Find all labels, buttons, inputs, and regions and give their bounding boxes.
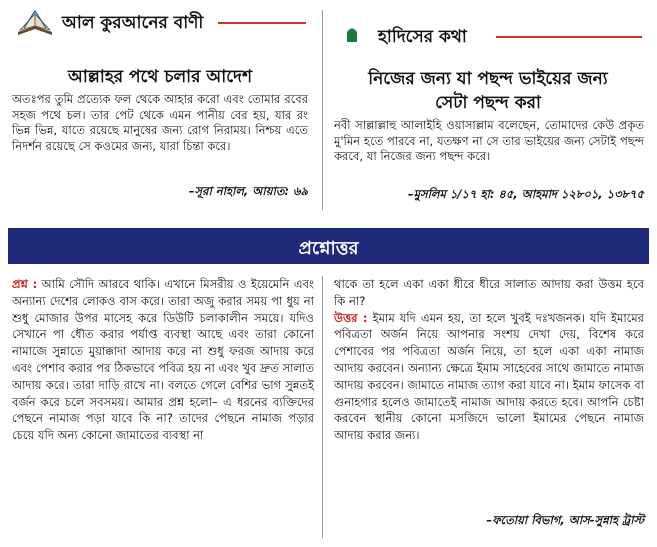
hadith-title-line1: নিজের জন্য যা পছন্দ ভাইয়ের জন্য [368, 69, 608, 89]
top-column-divider [322, 10, 323, 210]
question-continuation: থাকে তা হলে একা একা ধীরে ধীরে সালাত আদায় করা উত্তম হবে কি না? [334, 277, 644, 308]
qa-banner-title: প্রশ্নোত্তর [298, 238, 359, 259]
qa-citation: –ফতোয়া বিভাগ, আস-সুন্নাহ ট্রাস্ট [486, 513, 644, 527]
qa-right-column [334, 276, 644, 444]
quran-body: অতঃপর তুমি প্রত্যেক ফল থেকে আহার করো এবং তোমার রবের সহজ পথে চল। তার পেট থেকে এমন পানীয় বের হয়, যার রং ভিন্ন ভিন্ন, যাতে রয়েছে মানুষের জন্য রোগ নিরাময়। নিশ্চয় এতে নিদর্শন রয়েছে সে কওমের জন্য, যারা চিন্তা করে। [12, 92, 308, 153]
quran-book-icon [14, 8, 56, 38]
qa-column-divider [322, 276, 323, 538]
mosque-crescent-icon [334, 18, 368, 52]
hadith-title-line2: সেটা পছন্দ করা [435, 93, 541, 113]
quran-section-header: আল কুরআনের বাণী [62, 13, 204, 33]
answer-label: উত্তর : [334, 310, 368, 325]
hadith-citation: –মুসলিম ১/১৭ হা: ৪৫, আহমাদ ১২৮০১, ১৩৮৭৫ [407, 187, 644, 201]
quran-citation: –সূরা নাহাল, আয়াত: ৬৯ [188, 184, 308, 198]
hadith-body: নবী সাল্লাল্লাহু আলাইহি ওয়াসাল্লাম বলেছেন, তোমাদের কেউ প্রকৃত মু'মিন হতে পারবে না, যতক্ষণ না সে তার ভাইয়ের জন্য সেটাই পছন্দ করবে, যা নিজের জন্য পছন্দ করে। [334, 118, 644, 163]
hadith-section-header: হাদিসের কথা [378, 27, 467, 47]
question-label: প্রশ্ন : [12, 277, 38, 291]
qa-banner [8, 228, 649, 264]
qa-left-column [12, 276, 314, 444]
hadith-header-rule [496, 36, 642, 38]
question-text: আমি সৌদি আরবে থাকি। এখানে মিসরীয় ও ইয়েমেনি এবং অন্যান্য দেশের লোকও বাস করে। তারা অজু করার সময় পা ধুয় না শুধু মোজার উপর মাসেহ করে ডিউটি চলাকালীন সময়ে। যদিও সেখানে পা ধৌত করার পর্যাপ্ত ব্যবস্থা আছে এবং তারা কোনো নামাজে সুন্নাতে মুয়াক্কাদা আদায় করে না শুধু ফরজ আদায় করে এবং পেশাব করার পর ঠিকভাবে পবিত্র হয় না এবং খুব দ্রুত সালাত আদায় করে। তারা দাড়ি রাখে না। বলতে গেলে বেশির ভাগ সুন্নতই বর্জন করে চলে সবসময়। আমার প্রশ্ন হলো– এ ধরনের ব্যক্তিদের পেছনে নামাজ পড়া যাবে কি না? তাদের পেছনে নামাজ পড়ার চেয়ে যদি অন্য কোনো জামাতের ব্যবস্থা না [12, 277, 314, 443]
quran-title: আল্লাহর পথে চলার আদেশ [67, 67, 253, 87]
quran-header-rule [218, 22, 306, 24]
answer-text: ইমাম যদি এমন হয়, তা হলে খুবই দঃখজনক। যদি ইমামের পবিত্রতা অর্জন নিয়ে আপনার সংশয় দেখা দেয়, বিশেষ করে পেশাবের পর পবিত্রতা অর্জন নিয়ে, তা হলে একা একা নামাজ আদায় করবেন। অন্যান্য ক্ষেত্রে ইমাম সাহেবের সাথে জামাতে নামাজ আদায় করবেন। জামাতে নামাজ ত্যাগ করা যাবে না। ইমাম ফাসেক বা গুনাহগার হলেও জামাতেই নামাজ আদায় করতে হবে। আপনি চেষ্টা করবেন স্থানীয় কোনো মসজিদে ভালো ইমামের পেছনে নামাজ আদায় করার জন্য। [334, 310, 644, 443]
